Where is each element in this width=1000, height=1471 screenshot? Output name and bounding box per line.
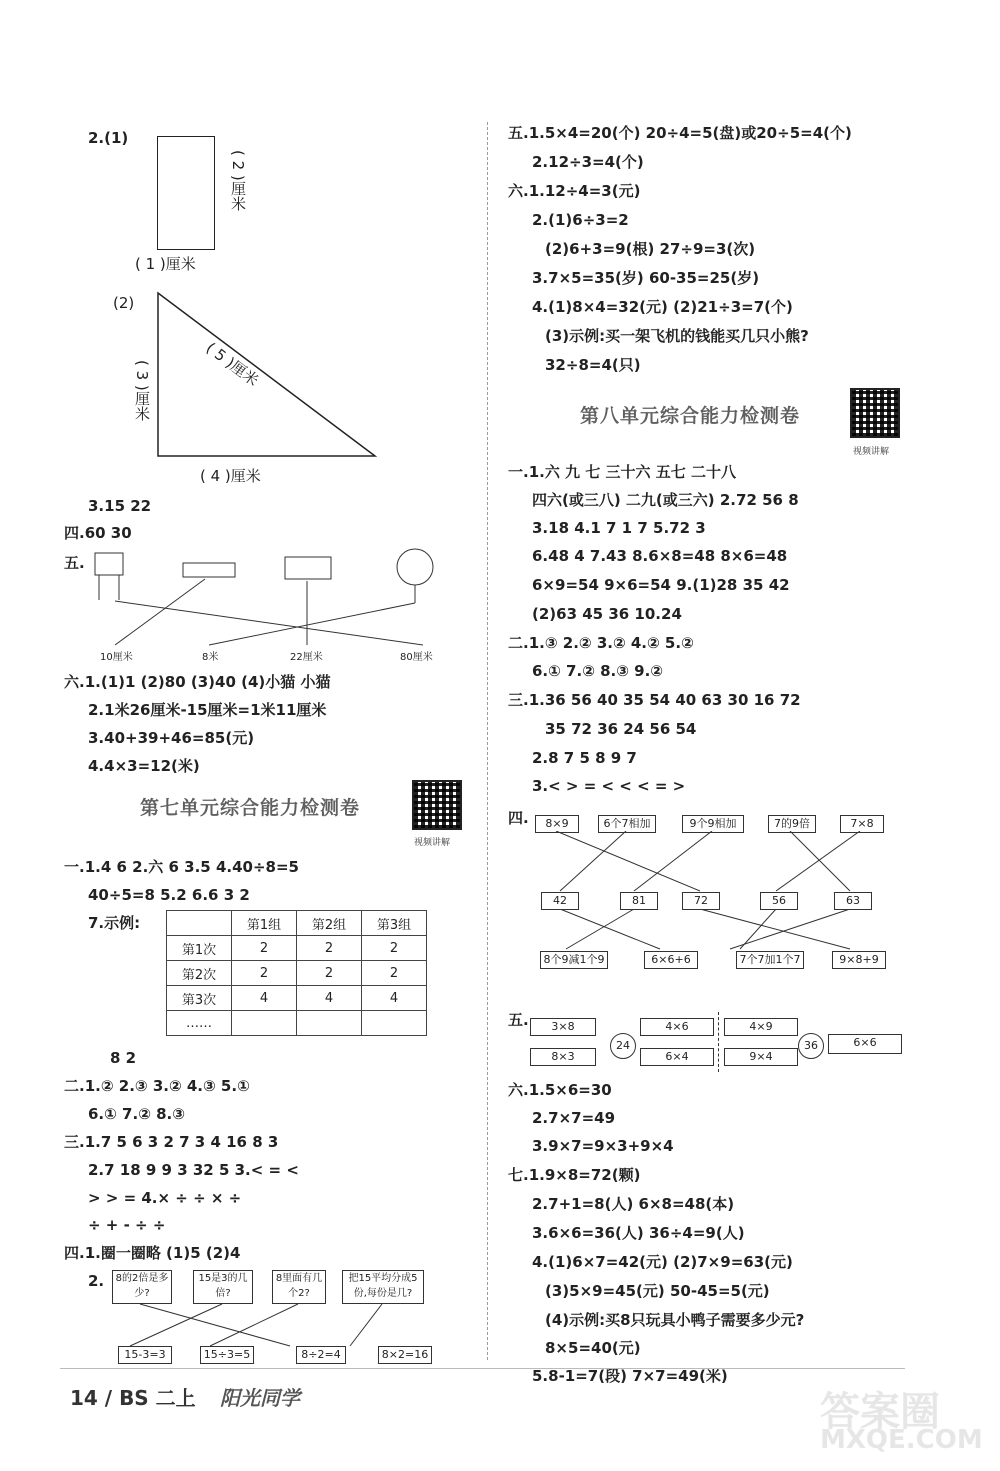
match-label: 80厘米 — [400, 652, 433, 663]
answer-line: (4)示例:买8只玩具小鸭子需要多少元? — [545, 1311, 805, 1329]
match-box: 72 — [682, 892, 720, 910]
match-box: 8×3 — [530, 1048, 596, 1066]
match-box: 8的2倍是多少? — [112, 1270, 172, 1304]
match-label: 10厘米 — [100, 652, 133, 663]
match-box: 56 — [760, 892, 798, 910]
dashed-separator — [718, 1012, 719, 1072]
match-box: 81 — [620, 892, 658, 910]
answer-line: 一.1.4 6 2.六 6 3.5 4.40÷8=5 — [64, 858, 299, 876]
column-divider — [487, 122, 488, 1360]
match-label: 22厘米 — [290, 652, 323, 663]
watermark: 答案圈 — [820, 1389, 940, 1435]
match-box: 8×2=16 — [378, 1346, 432, 1364]
section-title-unit7: 第七单元综合能力检测卷 — [140, 797, 361, 819]
qr-caption: 视频讲解 — [853, 447, 890, 457]
answer-line: 8 2 — [110, 1049, 137, 1067]
brand-logo: 阳光同学 — [220, 1386, 300, 1410]
answer-line: (3)5×9=45(元) 50-45=5(元) — [545, 1282, 770, 1300]
answer-line: 五. — [508, 1011, 529, 1029]
answer-line: 四.60 30 — [64, 524, 132, 542]
answer-line: 5.8-1=7(段) 7×7=49(米) — [532, 1367, 728, 1385]
match-box: 4×9 — [724, 1018, 798, 1036]
match-box: 8×9 — [535, 815, 579, 833]
answer-line: 三.1.36 56 40 35 54 40 63 30 16 72 — [508, 691, 801, 709]
answer-line: 2.8 7 5 8 9 7 — [532, 749, 637, 767]
answer-line: 3.18 4.1 7 1 7 5.72 3 — [532, 519, 706, 537]
answer-line: 3.6×6=36(人) 36÷4=9(人) — [532, 1224, 745, 1242]
answer-line: 一.1.六 九 七 三十六 五七 二十八 — [508, 463, 736, 481]
hypotenuse-label: ( 5 )厘米 — [202, 338, 262, 390]
match-box: 42 — [541, 892, 579, 910]
match-box: 9个9相加 — [682, 815, 744, 833]
answer-line: 6.① 7.② 8.③ 9.② — [532, 662, 664, 680]
match-box: 8里面有几个2? — [272, 1270, 326, 1304]
answer-line: (2)6+3=9(根) 27÷9=3(次) — [545, 240, 756, 258]
answer-line: 六.1.(1)1 (2)80 (3)40 (4)小猫 小猫 — [64, 673, 331, 691]
answer-line: 4.(1)6×7=42(元) (2)7×9=63(元) — [532, 1253, 793, 1271]
matching-lines — [100, 1302, 440, 1350]
qr-code-icon — [850, 388, 900, 438]
answer-line: 五. — [64, 554, 85, 572]
answer-line: 40÷5=8 5.2 6.6 3 2 — [88, 886, 250, 904]
answer-line: 3.< > = < < < = > — [532, 777, 686, 795]
answer-line: ÷ + - ÷ ÷ — [88, 1216, 166, 1234]
answer-line: 2.1米26厘米-15厘米=1米11厘米 — [88, 701, 327, 719]
triangle-figure — [150, 288, 390, 463]
answer-line: 六.1.12÷4=3(元) — [508, 182, 641, 200]
footer-rule — [60, 1368, 905, 1369]
match-box: 8个9减1个9 — [540, 951, 608, 969]
match-box: 3×8 — [530, 1018, 596, 1036]
result-circle: 24 — [610, 1033, 636, 1059]
answer-line: 3.15 22 — [88, 497, 152, 515]
match-box: 6×4 — [640, 1048, 714, 1066]
answer-line: 二.1.② 2.③ 3.② 4.③ 5.① — [64, 1077, 250, 1095]
answer-line: 2.7+1=8(人) 6×8=48(本) — [532, 1195, 735, 1213]
qr-code-icon — [412, 780, 462, 830]
match-box: 9×8+9 — [832, 951, 886, 969]
match-box: 6个7相加 — [598, 815, 656, 833]
answer-line: 8×5=40(元) — [545, 1339, 641, 1357]
match-box: 4×6 — [640, 1018, 714, 1036]
match-box: 15÷3=5 — [200, 1346, 254, 1364]
answer-line: 2.(1)6÷3=2 — [532, 211, 629, 229]
answer-line: (3)示例:买一架飞机的钱能买几只小熊? — [545, 327, 809, 345]
triangle-bottom-label: ( 4 )厘米 — [200, 467, 261, 485]
qr-caption: 视频讲解 — [414, 838, 451, 848]
rect-bottom-label: ( 1 )厘米 — [135, 255, 196, 273]
answer-line: 五.1.5×4=20(个) 20÷4=5(盘)或20÷5=4(个) — [508, 124, 852, 142]
answer-line: 四.1.圈一圈略 (1)5 (2)4 — [64, 1244, 241, 1262]
match-box: 6×6+6 — [644, 951, 698, 969]
match-box: 7的9倍 — [768, 815, 816, 833]
answer-line: 六.1.5×6=30 — [508, 1081, 612, 1099]
result-circle: 36 — [798, 1033, 824, 1059]
answer-line: 2.7 18 9 9 3 32 5 3.< = < — [88, 1161, 299, 1179]
answer-line: 四六(或三八) 二九(或三六) 2.72 56 8 — [532, 491, 799, 509]
answer-line: (2)63 45 36 10.24 — [532, 605, 682, 623]
match-box: 把15平均分成5份,每份是几? — [342, 1270, 424, 1304]
grouping-table: 第1组 第2组 第3组 第1次 2 2 2 第2次 2 2 2 第3次 4 4 4 …… — [166, 910, 427, 1036]
answer-line: 6.48 4 7.43 8.6×8=48 8×6=48 — [532, 547, 788, 565]
match-box: 7×8 — [840, 815, 884, 833]
rectangle-figure — [157, 136, 215, 250]
match-box: 15是3的几倍? — [193, 1270, 253, 1304]
answer-line: 2. — [88, 1272, 105, 1290]
match-box: 7个7加1个7 — [736, 951, 804, 969]
answer-line: > > = 4.× ÷ ÷ × ÷ — [88, 1189, 242, 1207]
answer-line: 32÷8=4(只) — [545, 356, 641, 374]
q2-part2-label: (2) — [113, 294, 135, 312]
answer-line: 7.示例: — [88, 914, 141, 932]
match-box: 15-3=3 — [118, 1346, 172, 1364]
matching-figure — [85, 545, 460, 665]
q2-label: 2.(1) — [88, 129, 129, 147]
match-box: 8÷2=4 — [296, 1346, 346, 1364]
answer-line: 2.12÷3=4(个) — [532, 153, 644, 171]
answer-line: 七.1.9×8=72(颗) — [508, 1166, 641, 1184]
watermark-url: MXQE.COM — [820, 1425, 983, 1455]
triangle-left-label: ( 3 )厘米 — [133, 360, 151, 421]
answer-line: 3.9×7=9×3+9×4 — [532, 1137, 674, 1155]
answer-line: 3.7×5=35(岁) 60-35=25(岁) — [532, 269, 760, 287]
answer-line: 6×9=54 9×6=54 9.(1)28 35 42 — [532, 576, 790, 594]
answer-line: 2.7×7=49 — [532, 1109, 616, 1127]
answer-line: 4.(1)8×4=32(元) (2)21÷3=7(个) — [532, 298, 793, 316]
match-box: 6×6 — [828, 1034, 902, 1054]
match-label: 8米 — [202, 652, 219, 663]
answer-line: 3.40+39+46=85(元) — [88, 729, 255, 747]
rect-side-label: ( 2 )厘米 — [229, 150, 247, 211]
answer-line: 4.4×3=12(米) — [88, 757, 200, 775]
section-title-unit8: 第八单元综合能力检测卷 — [580, 405, 801, 427]
answer-line: 三.1.7 5 6 3 2 7 3 4 16 8 3 — [64, 1133, 279, 1151]
match-box: 9×4 — [724, 1048, 798, 1066]
answer-line: 35 72 36 24 56 54 — [545, 720, 697, 738]
match-box: 63 — [834, 892, 872, 910]
answer-line: 6.① 7.② 8.③ — [88, 1105, 185, 1123]
page-number: 14 / BS 二上 — [70, 1386, 196, 1410]
answer-line: 二.1.③ 2.② 3.② 4.② 5.② — [508, 634, 694, 652]
answer-line: 四. — [508, 809, 529, 827]
